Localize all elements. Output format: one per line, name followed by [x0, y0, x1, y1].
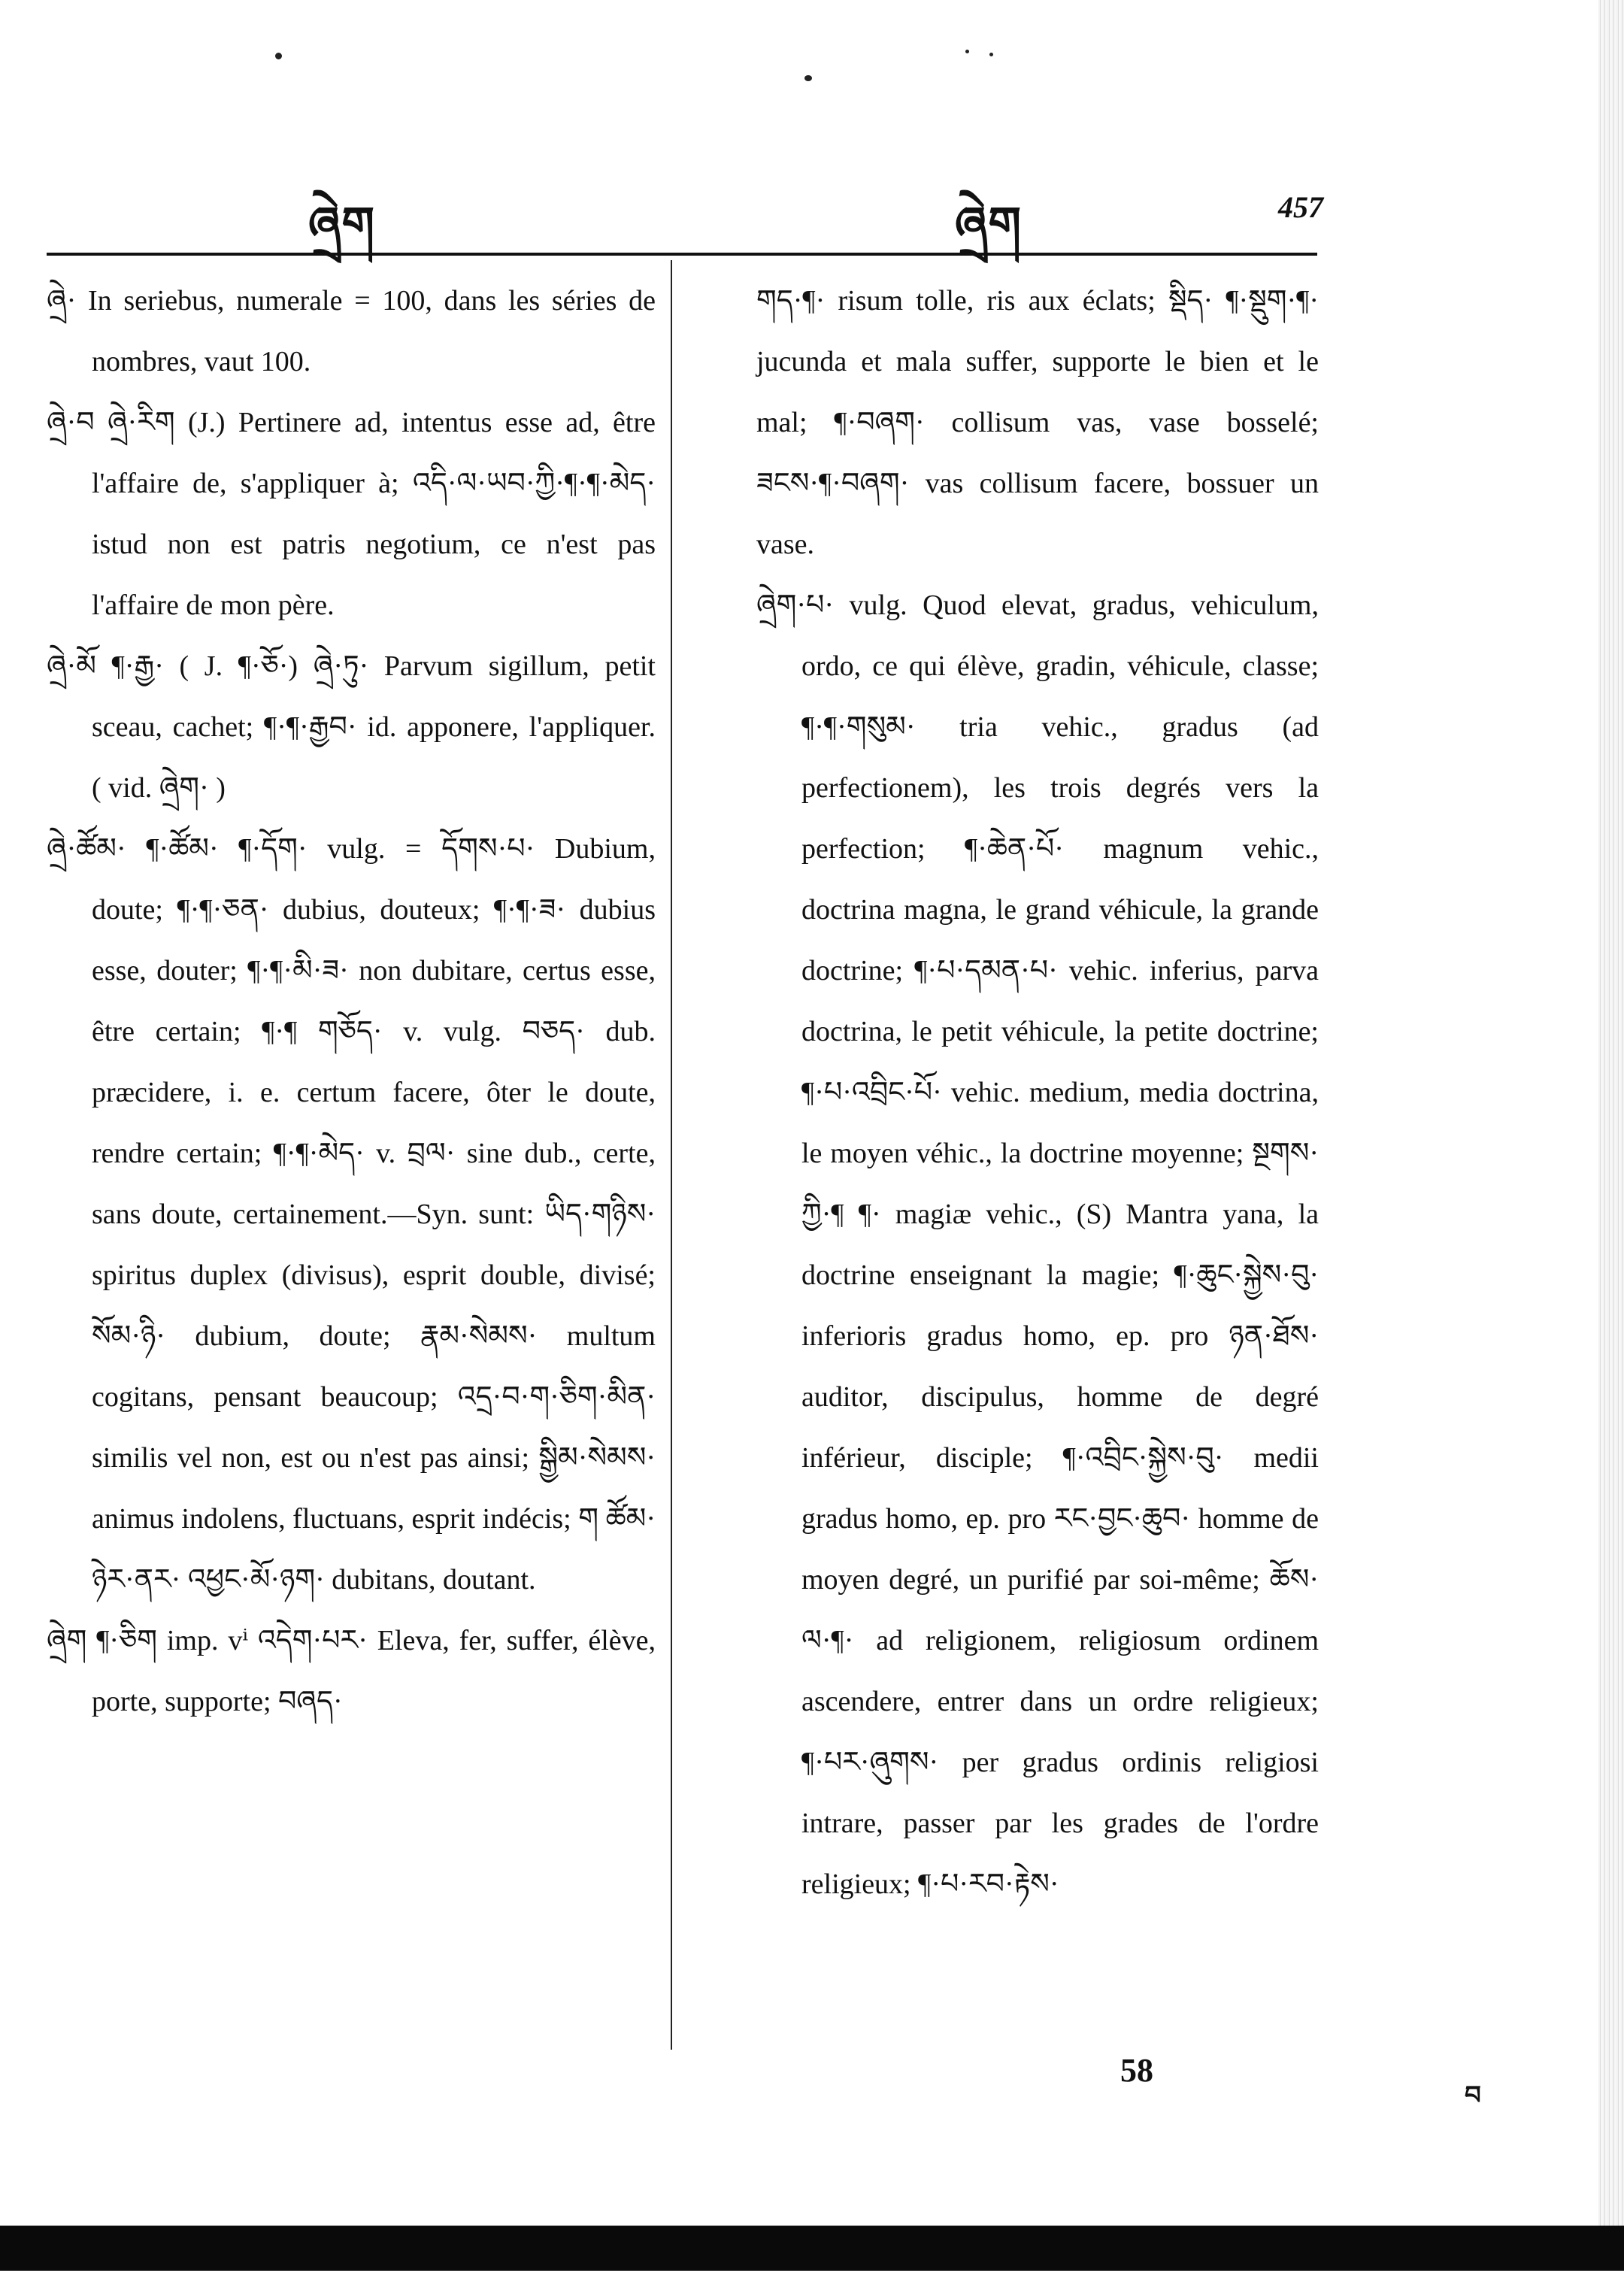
entry-text: ཞྲེ·ཚོམ· ¶·ཚོམ· ¶·དོག· vulg. = དོགས·པ· Dubium, doute; ¶·¶·ཅན· dubius, douteux; ¶·¶·ཟ· dubius esse, douter; ¶·¶·མི·ཟ· non dubitare, certus esse, être certain; ¶·¶ གཅོད· v. vulg. བཅད· dub. præcidere, i. e. certum facere, ôter le doute, rendre certain; ¶·¶·མེད· v. བྲལ· sine dub., certe, sans doute, certainement.—Syn. sunt: ཡིད·གཉིས· spiritus duplex (divisus), esprit double, divisé; སོམ·ཉི· dubium, doute; རྣམ·སེམས· multum cogitans, pensant beaucoup; འདྲ·བ·ག·ཅིག·མིན· similis vel non, est ou n'est pas ainsi; སྒྱིམ·སེམས· animus indolens, fluctuans, esprit indécis; ག ཚོམ· ཉེར·ནར· འཕྱང·མོ·ཉག· dubitans, doutant.: [47, 833, 656, 1596]
ink-speck: [989, 53, 993, 56]
right-column: [756, 271, 1319, 1915]
header-rule: [47, 253, 1317, 256]
entry-text: ཞྲེ· In seriebus, numerale = 100, dans les séries de nombres, vaut 100.: [47, 285, 656, 377]
running-head-right: ཞྲེག: [955, 196, 1023, 251]
scan-bottom-bar: [0, 2226, 1624, 2271]
ink-speck: [965, 50, 969, 53]
running-head-left: ཞྲེག: [308, 196, 376, 251]
column-divider: [671, 260, 672, 2050]
entry-text: ཞྲེག·པ· vulg. Quod elevat, gradus, vehiculum, ordo, ce qui élève, gradin, véhicule, classe; ¶·¶·གསུམ· tria vehic., gradus (ad perfectionem), les trois degrés vers la perfection; ¶·ཆེན·པོ· magnum vehic., doctrina magna, le grand véhicule, la grande doctrine; ¶·པ·དམན·པ· vehic. inferius, parva doctrina, le petit véhicule, la petite doctrine; ¶·པ·འབྲིང·པོ· vehic. medium, media doctrina, le moyen véhic., la doctrine moyenne; སྔགས· ཀྱི·¶ ¶· magiæ vehic., (S) Mantra yana, la doctrine enseignant la magie; ¶·ཆུང·སྐྱེས·བུ· inferioris gradus homo, ep. pro ཉན·ཐོས· auditor, discipulus, homme de degré inférieur, disciple; ¶·འབྲིང·སྐྱེས·བུ· medii gradus homo, ep. pro རང·བྱང·ཆུབ· homme de moyen degré, un purifié par soi-même; ཆོས· ལ·¶· ad religionem, religiosum ordinem ascendere, entrer dans un ordre religieux; ¶·པར·ཞུགས· per gradus ordinis religiosi intrare, passer par les grades de l'ordre religieux; ¶·པ·རབ·རྟེས·: [756, 589, 1319, 1900]
book-binding-edge: [1598, 0, 1624, 2226]
page-number: 457: [1278, 190, 1323, 224]
edge-mark: བ: [1465, 2080, 1481, 2111]
folio-number: 58: [1120, 2052, 1153, 2089]
entry-text: ཞྲེ·བ ཞྲེ·རིག (J.) Pertinere ad, intentus esse ad, être l'affaire de, s'appliquer à; འདི·ལ·ཡབ·ཀྱི·¶·¶·མེད· istud non est patris negotium, ce n'est pas l'affaire de mon père.: [47, 407, 656, 621]
ink-speck: [275, 53, 282, 59]
ink-speck: [804, 75, 812, 81]
left-column: [47, 271, 656, 1732]
entry-text: ཞྲེག ¶·ཅིག imp. vⁱ འདེག·པར· Eleva, fer, suffer, élève, porte, supporte; བཞད·: [47, 1625, 656, 1717]
entry-text: ཞྲེ·མོ ¶·རྒྱ· ( J. ¶·ཅོ·) ཞྲེ·ཏུ· Parvum sigillum, petit sceau, cachet; ¶·¶·རྒྱབ· id. apponere, l'appliquer. ( vid. ཞྲེག· ): [47, 650, 656, 804]
entry-text: གད·¶· risum tolle, ris aux éclats; སྡིད· ¶·སྡུག·¶· jucunda et mala suffer, supporte le bien et le mal; ¶·བཞག· collisum vas, vase bosselé; ཟངས·¶·བཞག· vas collisum facere, bossuer un vase.: [756, 285, 1319, 560]
